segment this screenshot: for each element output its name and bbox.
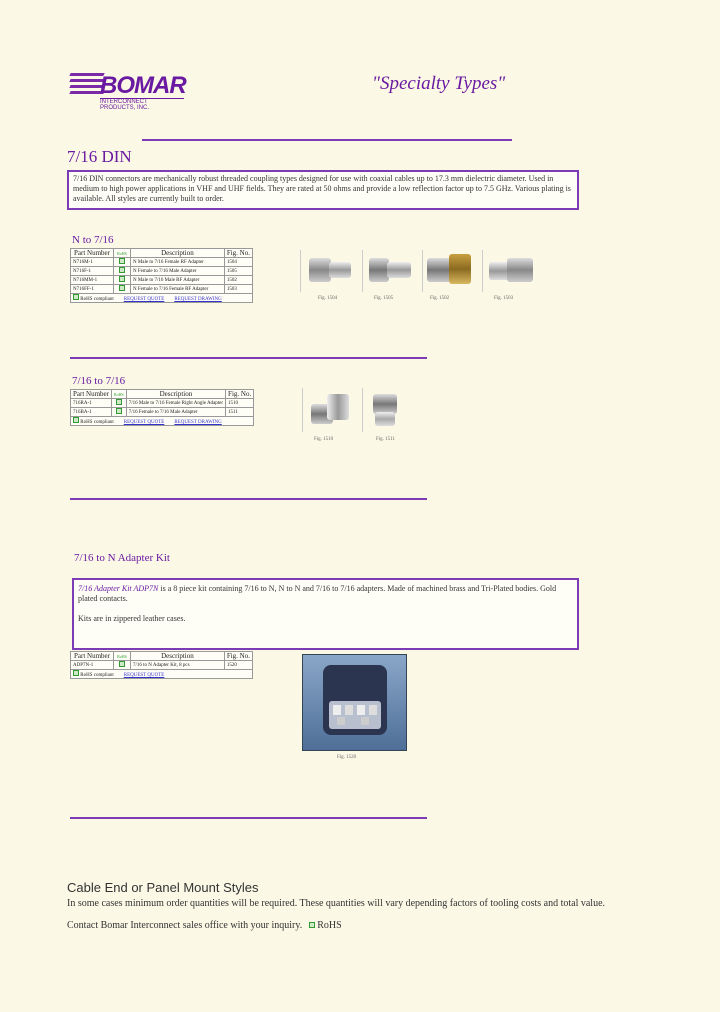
fig-number: 1510 [226,399,254,408]
product-image-1502 [422,250,479,292]
fig-number: 1503 [224,285,252,294]
col-part-number: Part Number [71,652,114,661]
rohs-check [114,285,131,294]
col-description: Description [131,652,225,661]
part-number: N716M-1 [71,258,114,267]
figure-caption: Fig. 1520 [337,755,357,760]
rohs-check [111,399,126,408]
col-rohs: RoHS [114,249,131,258]
table-row [71,408,254,417]
figure-caption: Fig. 1503 [494,296,514,301]
col-part-number: Part Number [71,249,114,258]
product-table-n-to-716 [70,248,253,303]
col-fig: Fig. No. [224,249,252,258]
intro-text: 7/16 DIN connectors are mechanically robust threaded coupling types designed for use with coaxial cables up to 17.3 mm dielectric diameter. Used in medium to high power applications in VHF and UHF fields. They are rated at 50 ohms and provide a low reflection factor up to 7.5 GHz. Various plating is available. All styles are currently built to order. [73,174,571,203]
description: 7/16 to N Adapter Kit, 8 pcs [131,661,225,670]
product-image-1511 [362,388,417,432]
col-fig: Fig. No. [224,652,252,661]
kit-image [302,654,407,751]
product-image-1503 [482,250,539,292]
table-row [71,285,253,294]
col-rohs: RoHS [111,390,126,399]
part-number: N716MM-1 [71,276,114,285]
rohs-icon [73,294,79,300]
request-quote-link[interactable]: REQUEST QUOTE [123,673,165,678]
product-image-1504 [300,250,357,292]
request-quote-link[interactable]: REQUEST QUOTE [123,297,165,302]
rohs-label: RoHS compliant [80,673,114,678]
rohs-label: RoHS compliant [80,297,114,302]
part-number: N716FF-1 [71,285,114,294]
kit-name: 7/16 Adapter Kit ADP7N [78,584,159,593]
kit-description [72,578,579,650]
part-number: ADP7N-1 [71,661,114,670]
description: N Male to 7/16 Female RF Adapter [131,258,225,267]
divider [70,498,427,500]
request-drawing-link[interactable]: REQUEST DRAWING [174,297,222,302]
fig-number: 1504 [224,258,252,267]
rohs-icon [73,670,79,676]
table-footer [71,417,254,426]
description: N Male to 7/16 Male RF Adapter [131,276,225,285]
contact-text: Contact Bomar Interconnect sales office with your inquiry. [67,920,303,931]
section-title-716-to-716: 7/16 to 7/16 [72,375,126,387]
table-footer [71,670,253,679]
section-title-n-to-716: N to 7/16 [72,234,114,246]
figure-caption: Fig. 1502 [430,296,450,301]
rohs-check [114,267,131,276]
rohs-icon [309,922,315,928]
col-description: Description [131,249,225,258]
divider [70,817,427,819]
col-rohs: RoHS [114,652,131,661]
rohs-icon [73,417,79,423]
product-image-1505 [362,250,419,292]
description: N Female to 7/16 Female RF Adapter [131,285,225,294]
rohs-check [114,661,131,670]
col-part-number: Part Number [71,390,112,399]
description: 7/16 Male to 7/16 Female Right Angle Adapter [126,399,225,408]
rohs-label: RoHS compliant [80,420,114,425]
rohs-label: RoHS [317,920,342,931]
page-heading: "Specialty Types" [372,73,506,94]
product-table-716-to-716 [70,389,254,426]
fig-number: 1520 [224,661,252,670]
description: N Female to 7/16 Male Adapter [131,267,225,276]
intro-title: 7/16 DIN [67,147,132,166]
product-table-kit [70,651,253,679]
fig-number: 1505 [224,267,252,276]
divider [70,357,427,359]
request-drawing-link[interactable]: REQUEST DRAWING [174,420,222,425]
fig-number: 1511 [226,408,254,417]
part-number: 716RA-1 [71,399,112,408]
table-row [71,258,253,267]
table-row [71,661,253,670]
fig-number: 1502 [224,276,252,285]
table-footer [71,294,253,303]
cable-section-title: Cable End or Panel Mount Styles [67,880,259,895]
rohs-check [111,408,126,417]
table-row [71,399,254,408]
kit-case-text: Kits are in zippered leather cases. [78,614,186,623]
col-fig: Fig. No. [226,390,254,399]
part-number: N716F-1 [71,267,114,276]
cable-note-quantities: In some cases minimum order quantities will be required. These quantities will vary depending factors of tooling costs and total value. [67,898,606,909]
intro-description [67,170,579,210]
rohs-check [114,258,131,267]
company-logo: BOMAR [100,72,186,99]
kit-section-title: 7/16 to N Adapter Kit [74,552,170,564]
kit-text: is a 8 piece kit containing 7/16 to N, N to N and 7/16 to 7/16 adapters. Made of machined brass and Tri-Plated bodies. Gold plated contacts. [78,584,557,603]
figure-caption: Fig. 1511 [376,437,395,442]
table-row [71,267,253,276]
divider [142,139,512,141]
figure-caption: Fig. 1510 [314,437,334,442]
col-description: Description [126,390,225,399]
company-logo-subtitle: INTERCONNECT PRODUCTS, INC. [100,98,184,111]
figure-caption: Fig. 1505 [374,296,394,301]
description: 7/16 Female to 7/16 Male Adapter [126,408,225,417]
rohs-check [114,276,131,285]
cable-note-contact [67,920,342,931]
product-image-1510 [302,388,357,432]
logo-stripes [70,73,104,99]
request-quote-link[interactable]: REQUEST QUOTE [123,420,165,425]
figure-caption: Fig. 1504 [318,296,338,301]
table-row [71,276,253,285]
part-number: 716BA-1 [71,408,112,417]
